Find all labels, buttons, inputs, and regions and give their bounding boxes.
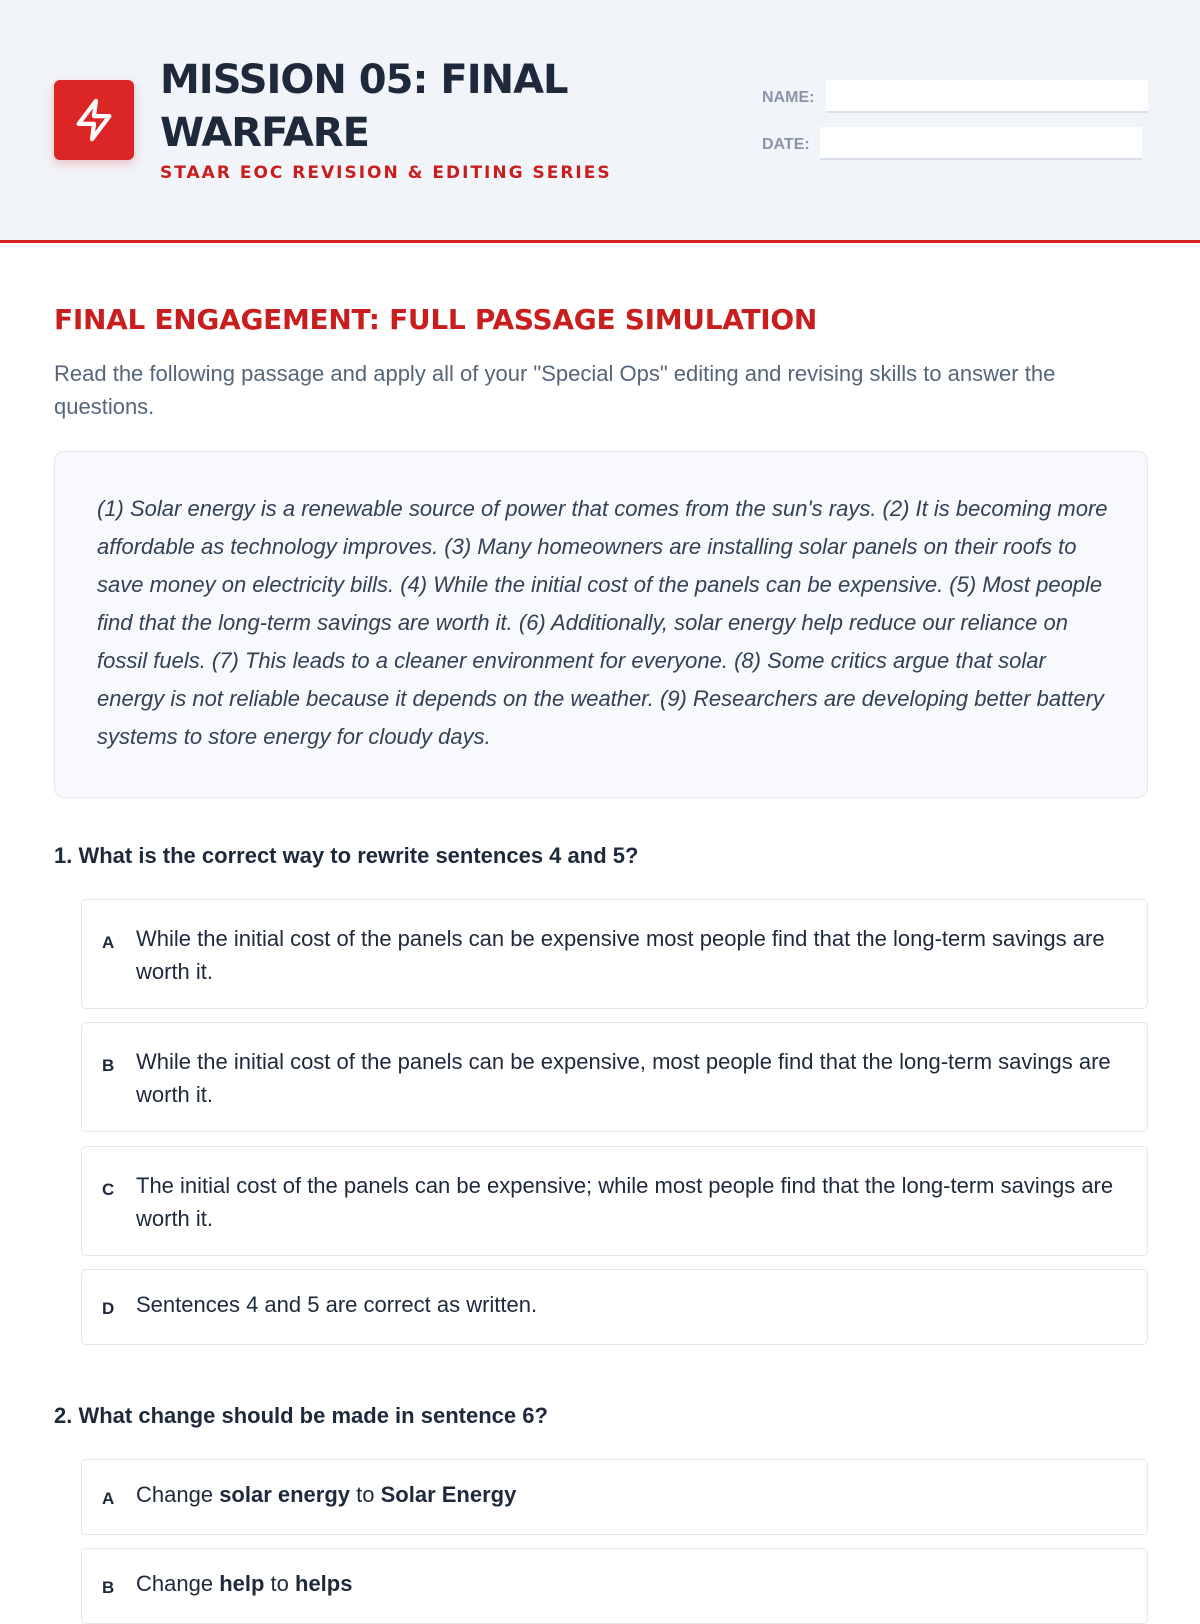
- option-letter: D: [102, 1299, 115, 1318]
- logo-badge: [54, 80, 134, 160]
- question-1-option-c[interactable]: [81, 1146, 1148, 1256]
- name-field[interactable]: [826, 80, 1148, 113]
- option-text: The initial cost of the panels can be expensive; while most people find that the long-term savings are worth it.: [136, 1173, 1114, 1231]
- page-title: MISSION 05: FINAL WARFARE: [160, 57, 568, 156]
- option-text-from: solar energy: [219, 1482, 351, 1507]
- option-letter: B: [102, 1056, 115, 1075]
- option-text: While the initial cost of the panels can be expensive most people find that the long-term savings are worth it.: [136, 926, 1105, 984]
- passage-text: (1) Solar energy is a renewable source of power that comes from the sun's rays. (2) It is becoming more affordable as technology improves. (3) Many homeowners are installing solar panels on their roofs to save money on electricity bills. (4) While the initial cost of the panels can be expensive. (5) Most people find that the long-term savings are worth it. (6) Additionally, solar energy help reduce our reliance on fossil fuels. (7) This leads to a cleaner environment for everyone. (8) Some critics argue that solar energy is not reliable because it depends on the weather. (9) Researchers are developing better battery systems to store energy for cloudy days.: [97, 496, 1108, 749]
- option-letter: A: [102, 1489, 115, 1508]
- lightning-bolt-icon: [71, 97, 117, 143]
- reading-passage: [54, 451, 1148, 798]
- option-text-to: Solar Energy: [380, 1482, 517, 1507]
- option-letter: A: [102, 933, 115, 952]
- question-1-prompt: 1. What is the correct way to rewrite sentences 4 and 5?: [54, 843, 639, 868]
- question-1-option-b[interactable]: [81, 1022, 1148, 1132]
- option-text: [136, 1478, 1129, 1511]
- option-text: Sentences 4 and 5 are correct as written.: [136, 1292, 538, 1317]
- option-text-pre: Change: [136, 1482, 220, 1507]
- page-subtitle: STAAR EOC REVISION & EDITING SERIES: [160, 163, 612, 183]
- worksheet-header: [0, 0, 1200, 243]
- option-text: While the initial cost of the panels can be expensive, most people find that the long-term savings are worth it.: [136, 1049, 1111, 1107]
- name-label: NAME:: [762, 89, 815, 106]
- date-field[interactable]: [820, 127, 1142, 160]
- option-text-to: helps: [295, 1571, 353, 1596]
- question-1-option-a[interactable]: [81, 899, 1148, 1009]
- section-intro: Read the following passage and apply all of your "Special Ops" editing and revising skills to answer the questions.: [54, 361, 1056, 419]
- option-text-pre: Change: [136, 1571, 220, 1596]
- option-letter: C: [102, 1180, 115, 1199]
- option-letter: B: [102, 1578, 115, 1597]
- date-label: DATE:: [762, 136, 810, 153]
- question-2-option-b[interactable]: [81, 1548, 1148, 1624]
- option-text: [136, 1567, 1129, 1600]
- option-text-mid: to: [350, 1482, 381, 1507]
- question-2-option-a[interactable]: [81, 1459, 1148, 1535]
- option-text-mid: to: [264, 1571, 295, 1596]
- question-2-prompt: 2. What change should be made in sentence 6?: [54, 1403, 548, 1428]
- question-1-option-d[interactable]: [81, 1269, 1148, 1345]
- option-text-from: help: [219, 1571, 265, 1596]
- section-title: FINAL ENGAGEMENT: FULL PASSAGE SIMULATION: [54, 303, 817, 336]
